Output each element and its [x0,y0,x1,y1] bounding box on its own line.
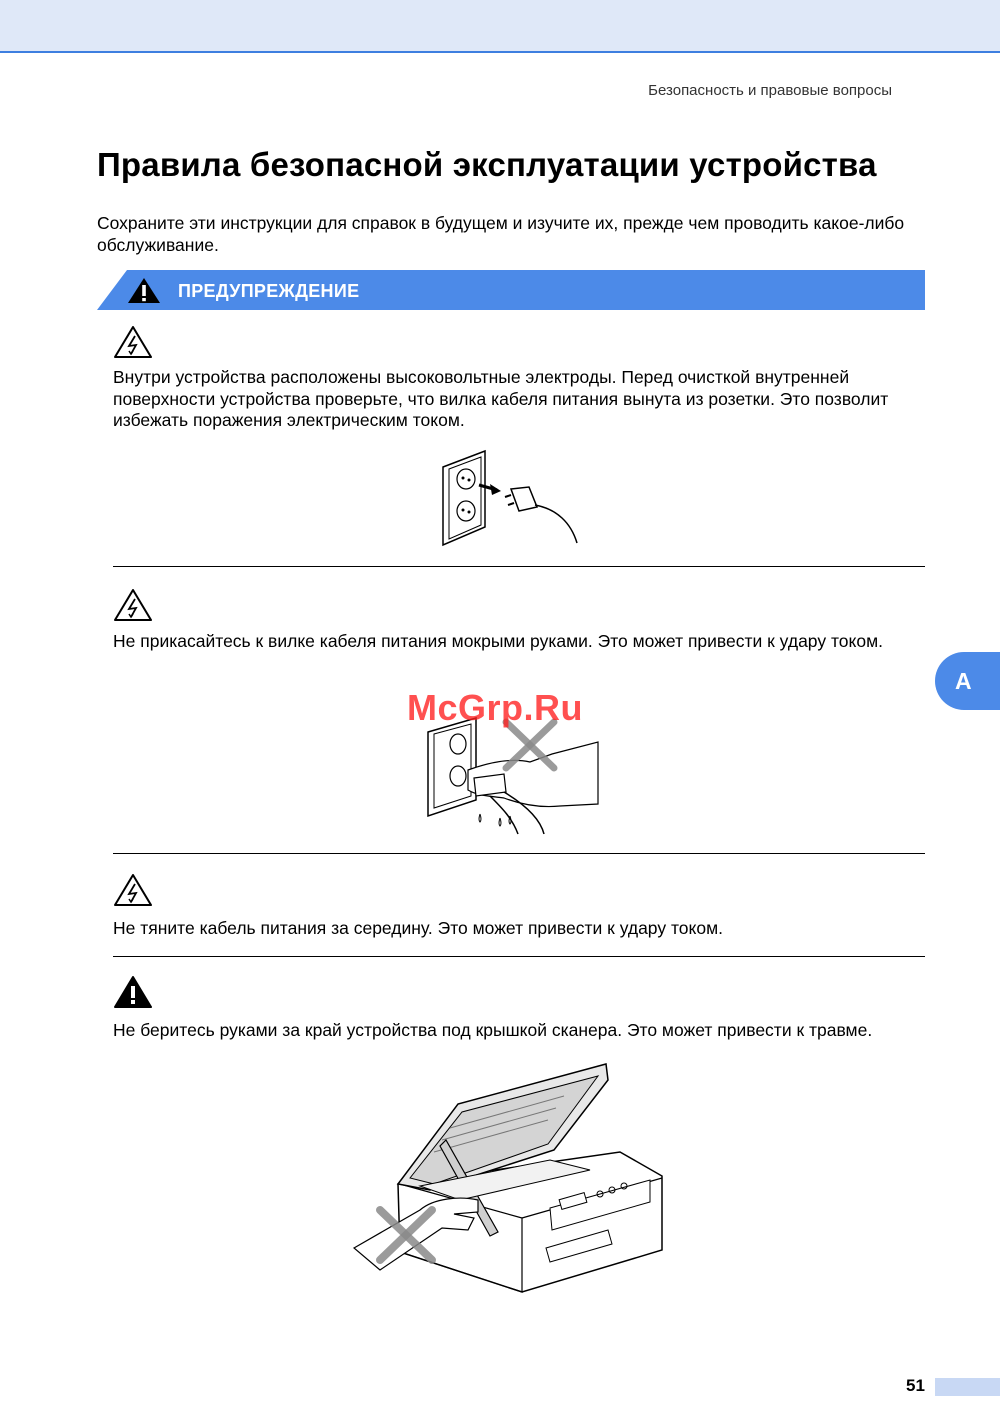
warning-text-3: Не тяните кабель питания за середину. Это может привести к удару током. [113,918,723,938]
banner-slant [97,270,127,310]
page-number: 51 [906,1376,925,1395]
electric-shock-icon [113,588,153,622]
page-title: Правила безопасной эксплуатации устройства [97,146,877,183]
warning-text-2: Не прикасайтесь к вилке кабеля питания мокрыми руками. Это может привести к удару током. [113,631,883,651]
electric-shock-icon [113,873,153,907]
running-header: Безопасность и правовые вопросы [648,82,892,99]
watermark: McGrp.Ru [407,687,584,728]
section-divider [113,566,925,567]
warning-banner [97,270,925,310]
top-band [0,0,1000,53]
intro-paragraph: Сохраните эти инструкции для справок в будущем и изучите их, прежде чем проводить какое-либо обслуживание. [97,213,905,255]
scanner-cover-illustration [350,1060,670,1310]
warning-text-1: Внутри устройства расположены высоковольтные электроды. Перед очисткой внутренней поверхности устройства проверьте, что вилка кабеля питания вынута из розетки. Это позволит избежать поражения электрическим током. [113,367,889,430]
section-divider [113,956,925,957]
chapter-tab: A [935,652,1000,710]
warning-triangle-icon [127,277,161,304]
warning-banner-label: ПРЕДУПРЕЖДЕНИЕ [178,281,360,301]
electric-shock-icon [113,325,153,359]
warning-triangle-icon [113,975,153,1009]
warning-text-4: Не беритесь руками за край устройства под крышкой сканера. Это может привести к травме. [113,1020,873,1040]
section-divider [113,853,925,854]
page-number-band [935,1378,1000,1396]
unplugged-socket-illustration [435,445,585,550]
